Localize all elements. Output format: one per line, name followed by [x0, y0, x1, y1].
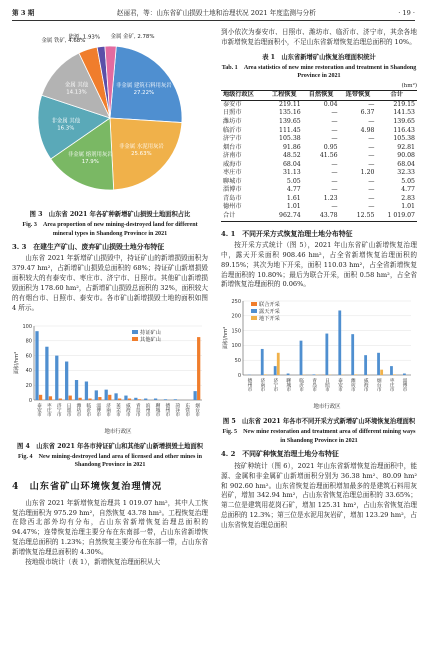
page-number: · 19 ·: [398, 9, 415, 18]
table-cell: 威海市: [223, 160, 242, 168]
table-cell: 泰安市: [223, 100, 242, 108]
table-cell: 12.55: [356, 212, 375, 220]
table-row: [221, 109, 417, 118]
table-cell: 德州市: [223, 203, 242, 211]
section-4-1-text: 按开采方式统计（图 5），2021 年山东省矿山新增恢复治理中，露天开采面积 908.46 hm²，占全省新增恢复治理面积的 89.15%；其次为地下开采，面积 110.03 hm²，占全省新增恢复治理面积的 10.80%；最后为联合开采，面积 0.58 hm²，占全省新增恢复治理面积的 0.06%。: [221, 240, 417, 289]
bar: [45, 347, 48, 400]
table-cell: 烟台市: [223, 143, 242, 151]
figure-3: [12, 28, 208, 208]
bar: [354, 375, 357, 376]
pie-slice-label: 金属 其他: [64, 82, 89, 89]
table-cell: 淄博市: [223, 186, 242, 194]
bar: [134, 398, 137, 400]
table-cell: —: [331, 160, 338, 168]
bar-chart-fig4: [12, 318, 208, 436]
x-axis-title: 地市行政区: [313, 404, 341, 411]
table-header-cell: 自然恢复: [308, 91, 334, 99]
x-tick-label: 济宁市: [272, 378, 278, 392]
pie-chart: [12, 28, 208, 204]
table-cell: 聊城市: [223, 177, 242, 185]
table-row: [221, 178, 417, 187]
bar: [277, 353, 280, 375]
x-tick-label: 临沂市: [298, 378, 304, 392]
section-3-3-heading: 3. 3 在建生产矿山、废弃矿山损毁土地分布特征: [12, 243, 165, 252]
x-tick-label: 青岛市: [135, 402, 141, 416]
bar: [69, 395, 72, 399]
table-cell: 青岛市: [223, 194, 242, 202]
continued-text: 到小依次为泰安市、日照市、潍坊市、临沂市、济宁市，其余各地市新增恢复治理面积小，不足山东省新增恢复治理总面积的 10%。: [221, 28, 417, 46]
x-tick-label: 潍坊市: [75, 402, 81, 416]
table-cell: 116.43: [393, 126, 415, 134]
section-4-2-text: 按矿种统计（图 6），2021 年山东省新增恢复治理面积中，能源、金属和非金属矿山新增面积分别为 36.38 hm²、80.09 hm² 和 902.60 hm²。山东省恢复治理面积增加最多的是建筑石料用灰岩矿，增加 342.94 hm²，占山东省恢复治理总面积的 33.65%；第二位是建筑用花岗石矿，增加 125.31 hm²，占山东省恢复治理总面积的 12.3%；第三位是水泥用灰岩矿，增加 123.29 hm²，占山东省恢复治理总面积: [221, 461, 417, 530]
legend-label: 露天开采: [259, 309, 280, 316]
table-cell: —: [368, 135, 375, 143]
pie-slice-label: 能源, 1.93%: [68, 34, 100, 41]
x-tick-label: 淄博市: [402, 378, 408, 392]
bar: [364, 356, 367, 376]
x-tick-label: 枣庄市: [46, 402, 52, 416]
table-cell: 1.23: [323, 194, 338, 202]
table-cell: —: [368, 177, 375, 185]
x-tick-label: 济南市: [105, 402, 111, 416]
bar: [59, 398, 62, 399]
bar: [95, 390, 98, 400]
table-cell: 219.11: [279, 100, 301, 108]
legend-label: 联合开采: [259, 302, 280, 309]
y-tick-label: 200: [231, 313, 241, 320]
table-cell: 4.77: [286, 186, 301, 194]
pie-slice-label: 金属 金矿, 2.78%: [110, 34, 155, 41]
table-cell: —: [368, 160, 375, 168]
bar: [85, 381, 88, 400]
bar: [118, 398, 121, 399]
section-3-3-text: 山东省 2021 年新增矿山损毁中，持证矿山的新增损毁面积为 379.47 hm²，占新增矿山损毁总面积的 68%；持证矿山新增损毁面积较大的有泰安市、枣庄市、济宁市、日照市。其他矿山新增损毁面积为 178.60 hm²，占新增矿山损毁总面积的 32%，面积较大的有烟台市、日照市、泰安市。各市矿山新增损毁土地的面积如图 4 所示。: [12, 254, 208, 312]
bar: [194, 391, 197, 400]
x-tick-label: 东营市: [184, 402, 190, 416]
fig4-caption-en: Fig. 4 New mining-destroyed land area of licensed and other mines in Shandong Province in 2021: [17, 453, 202, 469]
y-tick-label: 100: [22, 323, 32, 330]
y-tick-label: 100: [231, 343, 241, 350]
pie-slice-label: 非金属 熔剂用灰岩: [67, 152, 113, 159]
table-1: [221, 90, 417, 221]
bar: [55, 355, 58, 399]
table-cell: 135.16: [279, 109, 301, 117]
pie-slice-label: 非金属 水泥用灰岩: [118, 143, 164, 150]
pie-slice-label: 非金属 其他: [51, 118, 81, 125]
table-cell: 32.33: [397, 169, 415, 177]
table-row: [221, 186, 417, 195]
bar: [351, 335, 354, 376]
table-row: [221, 152, 417, 161]
table-header-cell: 地级行政区: [223, 91, 254, 99]
bar: [114, 393, 117, 400]
legend-swatch: [132, 337, 138, 341]
bar: [393, 375, 396, 376]
y-tick-label: 250: [231, 299, 241, 306]
table-cell: 1.01: [401, 203, 415, 211]
legend-swatch: [251, 309, 257, 313]
y-tick-label: 20: [25, 382, 32, 389]
table1-unit: (hm²): [401, 82, 417, 89]
legend-label: 地下开采: [259, 316, 280, 323]
table-cell: —: [331, 186, 338, 194]
x-tick-label: 济宁市: [56, 402, 62, 416]
bar: [39, 395, 42, 400]
y-tick-label: 50: [234, 358, 241, 365]
table1-caption-en: Tab. 1 Area statistics of new mine restoration and treatment in Shandong Province in 2021: [221, 64, 417, 80]
bar: [313, 375, 316, 376]
bar: [390, 366, 393, 375]
y-tick-label: 150: [231, 328, 241, 335]
bar: [287, 374, 290, 375]
table-row: [221, 144, 417, 153]
right-column: [221, 28, 417, 531]
table-cell: —: [368, 100, 375, 108]
y-tick-label: 80: [25, 338, 32, 345]
bar: [128, 398, 131, 399]
pie-slice-label: 非金属 建筑石料用灰岩: [116, 82, 172, 89]
bar: [164, 399, 167, 400]
y-axis-title: 面积/hm²: [14, 351, 20, 375]
legend-swatch: [251, 302, 257, 306]
x-tick-label: 日照市: [324, 378, 330, 392]
legend-swatch: [251, 316, 257, 320]
table-cell: 139.65: [279, 118, 301, 125]
section-4-text-1: 山东省 2021 年新增恢复治理共 1 019.07 hm²，其中人工恢复治理面积为 975.29 hm²，自然恢复 43.78 hm²。工程恢复治理在除西北部外均有分布，占山东省新增恢复治理总面积的 94.47%；连带恢复治理主要分布在东南部一带，占山东省新增恢复治理总面积的 1.23%；自然恢复主要分布在东部一带，占山东省新增恢复治理总面积的 4.30%。: [12, 498, 208, 557]
table-cell: 日照市: [223, 109, 242, 117]
bar: [300, 341, 303, 375]
y-axis-title: 面积/hm²: [223, 327, 229, 350]
x-tick-label: 威海市: [125, 402, 131, 416]
table-cell: 962.74: [279, 212, 301, 220]
figure-4: [12, 318, 208, 440]
x-tick-label: 青岛市: [311, 378, 317, 392]
table-cell: 合计: [223, 212, 236, 220]
table-cell: —: [331, 118, 338, 125]
bar: [35, 331, 38, 400]
bar: [377, 353, 380, 375]
table-cell: —: [331, 126, 338, 134]
fig3-caption-en: Fig. 3 Area proportion of new mining-destroyed land for different mineral types in Shandong Province in 2021: [22, 222, 198, 237]
legend-swatch: [132, 330, 138, 334]
table-cell: 92.81: [397, 143, 415, 151]
table-row: [221, 169, 417, 178]
bar: [174, 399, 177, 400]
x-tick-label: 菏泽市: [174, 402, 180, 416]
x-tick-label: 德州市: [246, 378, 252, 392]
x-tick-label: 滨州市: [145, 402, 151, 416]
table-row: [221, 212, 417, 221]
table-cell: 4.77: [401, 186, 415, 194]
table-cell: 5.05: [401, 177, 415, 185]
pie-slice-label: 金属 铁矿, 4.68%: [41, 37, 86, 44]
x-tick-label: 泰安市: [337, 378, 343, 392]
bar: [274, 366, 277, 375]
table-header-cell: 合计: [390, 91, 403, 99]
x-tick-label: 临沂市: [85, 402, 91, 416]
table-row: [221, 195, 417, 204]
table-cell: 105.38: [393, 135, 415, 143]
table-cell: —: [331, 109, 338, 117]
bar: [144, 398, 147, 399]
pie-slice-percent: 16.3%: [57, 125, 75, 132]
bar: [138, 399, 141, 400]
table-header-cell: 连带恢复: [345, 91, 371, 99]
x-tick-label: 威海市: [363, 378, 369, 392]
x-tick-label: 聊城市: [155, 402, 161, 416]
bar: [49, 396, 52, 400]
table-cell: 1.20: [360, 169, 375, 177]
legend-label: 其他矿山: [140, 336, 161, 343]
x-tick-label: 莱芜市: [115, 402, 121, 416]
bar: [380, 370, 383, 375]
table-cell: —: [331, 135, 338, 143]
section-4-text-2: 按地级市统计（表 1），新增恢复治理面积从大: [25, 558, 161, 566]
bar: [154, 398, 157, 399]
table-cell: —: [331, 169, 338, 177]
bar: [261, 349, 264, 375]
table-row: [221, 203, 417, 212]
table-cell: 43.78: [319, 212, 338, 220]
x-tick-label: 日照市: [66, 402, 72, 416]
bar: [88, 398, 91, 399]
bar: [403, 374, 406, 375]
running-title: 赵丽君，等：山东省矿山损毁土地和治理状况 2021 年度监测与分析: [116, 9, 316, 18]
table1-caption-cn: 表 1 山东省新增矿山恢复治理面积统计: [262, 53, 376, 61]
table-row: [221, 135, 417, 144]
x-tick-label: 聊城市: [285, 378, 291, 392]
table-cell: 219.15: [393, 100, 415, 108]
fig5-caption-en: Fig. 5 New mine restoration and treatment area of different mining ways in Shandong Province in 2021: [222, 429, 416, 444]
table-header-cell: 工程恢复: [271, 91, 297, 99]
x-tick-label: 烟台市: [194, 402, 200, 416]
page-header: [12, 8, 415, 21]
table-cell: 5.05: [286, 177, 301, 185]
table-cell: —: [368, 194, 375, 202]
table-cell: 48.52: [282, 152, 301, 160]
table-cell: 111.45: [279, 126, 301, 134]
table-cell: 2.83: [401, 194, 415, 202]
legend-label: 持证矿山: [140, 329, 161, 336]
fig4-caption-cn: 图 4 山东省 2021 年各市持证矿山和其他矿山新增损毁土地面积: [17, 442, 203, 450]
table-cell: 0.95: [323, 143, 338, 151]
table-cell: 68.04: [282, 160, 301, 168]
x-tick-label: 烟台市: [376, 378, 382, 392]
table-row: [221, 127, 417, 136]
y-tick-label: 60: [25, 353, 32, 360]
table-cell: 1 019.07: [387, 212, 415, 220]
pie-slice-percent: 27.22%: [133, 89, 155, 96]
x-tick-label: 枣庄市: [389, 378, 395, 392]
bar: [75, 380, 78, 400]
table-cell: 105.38: [279, 135, 301, 143]
x-tick-label: 德州市: [164, 402, 170, 416]
bar: [325, 334, 328, 375]
table-cell: 4.98: [360, 126, 375, 134]
bar: [338, 311, 341, 376]
table-row: [221, 100, 417, 109]
x-tick-label: 潍坊市: [350, 378, 356, 392]
table-cell: 临沂市: [223, 126, 242, 134]
table-cell: 91.86: [282, 143, 301, 151]
x-tick-label: 泰安市: [36, 402, 42, 416]
y-tick-label: 40: [25, 367, 32, 374]
fig3-caption-cn: 图 3 山东省 2021 年各矿种新增矿山损毁土地面积占比: [29, 210, 191, 218]
table-cell: —: [368, 118, 375, 125]
table-row: [221, 161, 417, 170]
section-4-1-heading: 4. 1 不同开采方式恢复治理土地分布特征: [221, 229, 353, 238]
table-row: [221, 118, 417, 127]
x-tick-label: 淄博市: [95, 402, 101, 416]
bar: [124, 395, 127, 399]
pie-slice-percent: 17.9%: [81, 159, 99, 166]
fig5-caption-cn: 图 5 山东省 2021 年各市不同开采方式新增矿山环境恢复治理面积: [222, 418, 416, 426]
x-tick-label: 济南市: [259, 378, 265, 392]
bar: [105, 389, 108, 399]
bar: [197, 337, 200, 400]
bar: [98, 397, 101, 400]
table-cell: 6.37: [360, 109, 375, 117]
table-cell: 139.65: [393, 118, 415, 125]
table-cell: 90.08: [397, 152, 415, 160]
bar: [108, 395, 111, 400]
table-cell: 31.13: [282, 169, 301, 177]
table-cell: —: [368, 152, 375, 160]
pie-slice-percent: 25.63%: [131, 150, 152, 157]
table-cell: 1.01: [286, 203, 301, 211]
x-axis-title: 地市行政区: [104, 428, 132, 435]
table-cell: —: [331, 177, 338, 185]
y-tick-label: 0: [237, 373, 241, 380]
table-cell: 济南市: [223, 152, 242, 160]
table-cell: —: [368, 186, 375, 194]
table-cell: —: [368, 203, 375, 211]
pie-slice-percent: 14.13%: [66, 89, 87, 96]
table-cell: —: [368, 143, 375, 151]
table-cell: 济宁市: [223, 135, 242, 143]
table-header-row: [221, 91, 417, 101]
table-cell: 0.04: [323, 100, 338, 108]
bar: [264, 375, 267, 376]
bar-chart-fig5: [221, 293, 417, 411]
bar: [65, 361, 68, 399]
section-4-2-heading: 4. 2 不同矿种恢复治理土地分布特征: [221, 450, 339, 459]
issue-number: 第 3 期: [12, 9, 35, 18]
table-cell: 潍坊市: [223, 118, 242, 125]
table-cell: 68.04: [397, 160, 415, 168]
table-cell: 枣庄市: [223, 169, 242, 177]
y-tick-label: 0: [28, 397, 32, 404]
section-4-heading: 4 山东省矿山环境恢复治理情况: [12, 480, 163, 492]
figure-5: [221, 293, 417, 415]
table-cell: 41.56: [319, 152, 338, 160]
left-column: [12, 28, 208, 568]
table-cell: —: [331, 203, 338, 211]
bar: [78, 398, 81, 400]
table-cell: 1.61: [286, 194, 301, 202]
table-cell: 141.53: [393, 109, 415, 117]
